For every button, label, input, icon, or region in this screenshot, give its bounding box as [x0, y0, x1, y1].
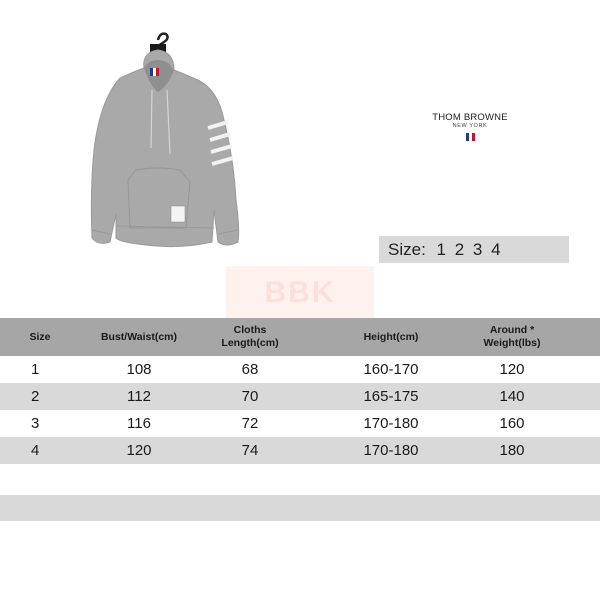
cell-bust-waist: 112	[127, 388, 151, 405]
footer-band	[0, 495, 600, 521]
tricolor-flag-icon	[466, 133, 475, 141]
cell-bust-waist: 108	[126, 361, 152, 378]
cell-size: 4	[31, 442, 40, 459]
cell-length: 68	[241, 361, 259, 378]
cell-weight: 180	[499, 442, 525, 459]
table-header-row	[0, 318, 600, 356]
cell-length: 74	[241, 442, 259, 459]
cell-length: 72	[241, 415, 259, 432]
cell-bust-waist: 120	[126, 442, 152, 459]
table-row	[0, 356, 600, 383]
brand-name: THOM BROWNE	[432, 112, 508, 123]
cell-size: 2	[31, 388, 40, 405]
cell-weight: 140	[499, 388, 525, 405]
cell-height: 170-180	[363, 442, 419, 459]
table-row	[0, 383, 600, 410]
cell-size: 1	[31, 361, 40, 378]
header-weight: Around * Weight(lbs)	[483, 324, 541, 349]
brand-logo	[420, 112, 520, 141]
brand-city: NEW YORK	[452, 123, 488, 129]
cell-weight: 120	[499, 361, 525, 378]
cell-size: 3	[31, 415, 40, 432]
header-height: Height(cm)	[363, 330, 419, 343]
label-patch	[171, 206, 185, 222]
size-chart-table	[0, 318, 600, 464]
table-row	[0, 437, 600, 464]
header-cloths-length: Cloths Length(cm)	[221, 324, 279, 349]
size-label: Size:	[388, 240, 426, 259]
cell-height: 160-170	[363, 361, 419, 378]
size-values: 1 2 3 4	[436, 240, 503, 259]
cell-weight: 160	[499, 415, 525, 432]
cell-bust-waist: 116	[127, 415, 151, 432]
header-size: Size	[29, 330, 51, 343]
cell-length: 70	[241, 388, 259, 405]
table-row	[0, 410, 600, 437]
size-bar	[379, 236, 569, 263]
cell-height: 165-175	[363, 388, 419, 405]
header-bust-waist: Bust/Waist(cm)	[100, 330, 178, 343]
watermark: BBK	[226, 266, 374, 318]
product-image	[58, 30, 258, 260]
cell-height: 170-180	[363, 415, 419, 432]
hood-stripe	[150, 68, 159, 76]
